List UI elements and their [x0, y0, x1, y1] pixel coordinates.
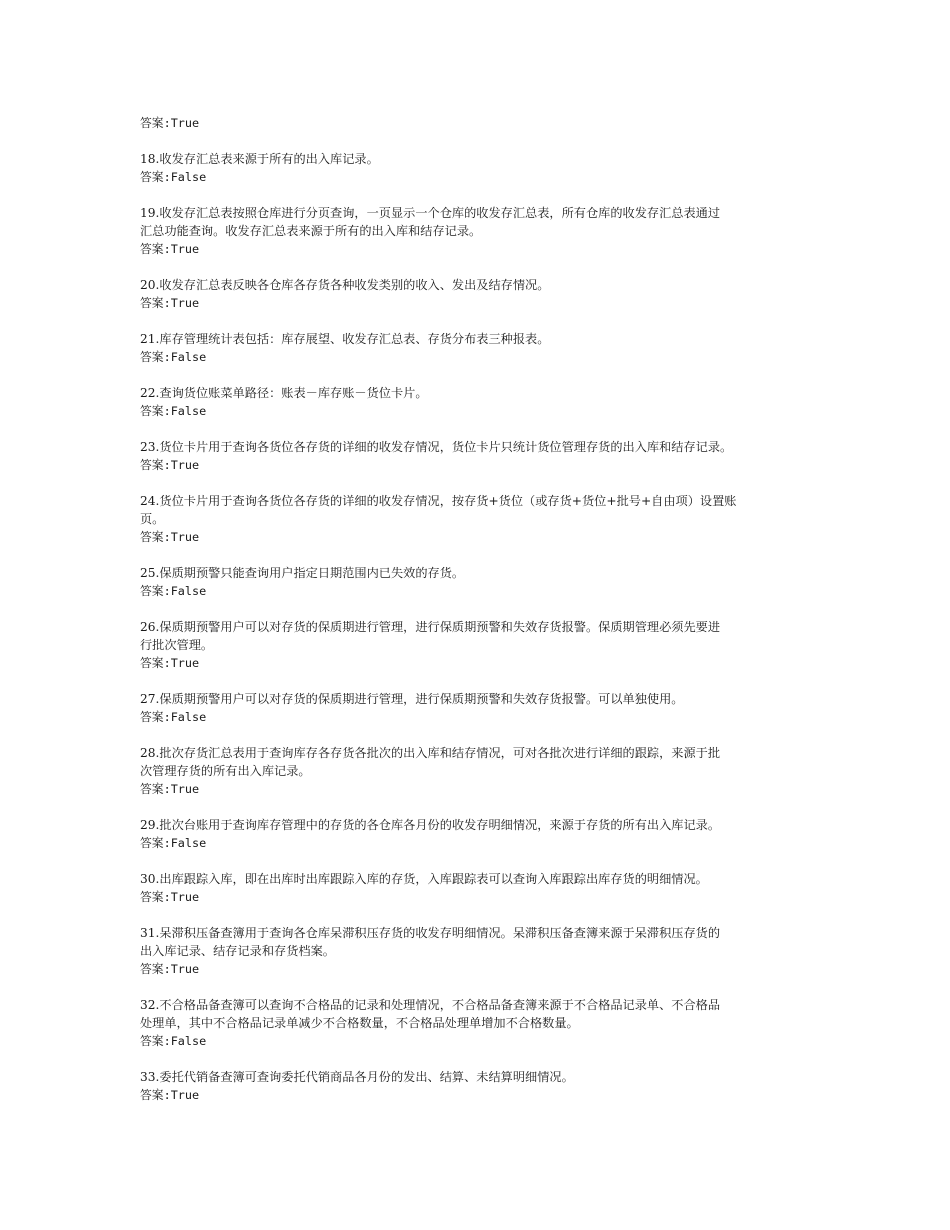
question-item: [140, 744, 820, 798]
question-text: 次管理存货的所有出入库记录。: [140, 764, 311, 778]
question-item: [140, 492, 820, 546]
question-item: [140, 564, 820, 600]
question-text: 25.保质期预警只能查询用户指定日期范围内已失效的存货。: [140, 566, 465, 580]
answer-text: 答案:False: [140, 584, 207, 598]
block-spacer: [140, 1050, 820, 1068]
question-text: 31.呆滞积压备查簿用于查询各仓库呆滞积压存货的收发存明细情况。呆滞积压备查簿来源于呆滞积压存货的: [140, 926, 721, 940]
answer-text: 答案:True: [140, 296, 200, 310]
answer-text: 答案:True: [140, 530, 200, 544]
answer-text: 答案:True: [140, 962, 200, 976]
question-text: 33.委托代销备查簿可查询委托代销商品各月份的发出、结算、未结算明细情况。: [140, 1070, 574, 1084]
block-spacer: [140, 186, 820, 204]
answer-text: 答案:True: [140, 458, 200, 472]
block-spacer: [140, 672, 820, 690]
question-item: [140, 690, 820, 726]
lead-answer: 答案:True: [140, 116, 200, 130]
block-spacer: [140, 726, 820, 744]
question-item: [140, 330, 820, 366]
question-text: 21.库存管理统计表包括：库存展望、收发存汇总表、存货分布表三种报表。: [140, 332, 550, 346]
question-text: 28.批次存货汇总表用于查询库存各存货各批次的出入库和结存情况，可对各批次进行详细的跟踪，来源于批: [140, 746, 721, 760]
question-text: 汇总功能查询。收发存汇总表来源于所有的出入库和结存记录。: [140, 224, 482, 238]
question-item: [140, 996, 820, 1050]
question-text: 26.保质期预警用户可以对存货的保质期进行管理，进行保质期预警和失效存货报警。保质期管理必须先要进: [140, 620, 721, 634]
block-spacer: [140, 474, 820, 492]
block-spacer: [140, 258, 820, 276]
question-text: 20.收发存汇总表反映各仓库各存货各种收发类别的收入、发出及结存情况。: [140, 278, 550, 292]
question-text: 22.查询货位账菜单路径：账表－库存账－货位卡片。: [140, 386, 428, 400]
question-item: [140, 618, 820, 672]
block-spacer: [140, 600, 820, 618]
question-list: [140, 132, 820, 1104]
question-item: [140, 924, 820, 978]
answer-text: 答案:True: [140, 656, 200, 670]
block-spacer: [140, 852, 820, 870]
question-text: 19.收发存汇总表按照仓库进行分页查询，一页显示一个仓库的收发存汇总表，所有仓库的收发存汇总表通过: [140, 206, 721, 220]
question-text: 页。: [140, 512, 165, 526]
question-text: 32.不合格品备查簿可以查询不合格品的记录和处理情况，不合格品备查簿来源于不合格品记录单、不合格品: [140, 998, 721, 1012]
answer-text: 答案:True: [140, 782, 200, 796]
block-spacer: [140, 978, 820, 996]
block-spacer: [140, 420, 820, 438]
question-text: 30.出库跟踪入库，即在出库时出库跟踪入库的存货，入库跟踪表可以查询入库跟踪出库存货的明细情况。: [140, 872, 708, 886]
question-text: 处理单，其中不合格品记录单减少不合格数量，不合格品处理单增加不合格数量。: [140, 1016, 579, 1030]
block-spacer: [140, 366, 820, 384]
question-item: [140, 816, 820, 852]
question-item: [140, 870, 820, 906]
answer-text: 答案:False: [140, 350, 207, 364]
answer-text: 答案:True: [140, 242, 200, 256]
block-spacer: [140, 798, 820, 816]
block-spacer: [140, 132, 820, 150]
question-text: 27.保质期预警用户可以对存货的保质期进行管理，进行保质期预警和失效存货报警。可以单独使用。: [140, 692, 684, 706]
question-text: 24.货位卡片用于查询各货位各存货的详细的收发存情况，按存货+货位（或存货+货位+批号+自由项）设置账: [140, 494, 737, 508]
answer-text: 答案:False: [140, 170, 207, 184]
block-spacer: [140, 312, 820, 330]
answer-text: 答案:False: [140, 836, 207, 850]
question-text: 18.收发存汇总表来源于所有的出入库记录。: [140, 152, 379, 166]
block-spacer: [140, 906, 820, 924]
question-item: [140, 150, 820, 186]
question-item: [140, 276, 820, 312]
answer-text: 答案:False: [140, 1034, 207, 1048]
question-item: [140, 384, 820, 420]
question-item: [140, 204, 820, 258]
question-item: [140, 1068, 820, 1104]
answer-text: 答案:False: [140, 404, 207, 418]
question-item: [140, 438, 820, 474]
answer-text: 答案:True: [140, 890, 200, 904]
answer-text: 答案:False: [140, 710, 207, 724]
document-page: [140, 114, 820, 1104]
block-spacer: [140, 546, 820, 564]
question-text: 29.批次台账用于查询库存管理中的存货的各仓库各月份的收发存明细情况，来源于存货的所有出入库记录。: [140, 818, 721, 832]
question-text: 出入库记录、结存记录和存货档案。: [140, 944, 335, 958]
question-text: 行批次管理。: [140, 638, 214, 652]
answer-text: 答案:True: [140, 1088, 200, 1102]
question-text: 23.货位卡片用于查询各货位各存货的详细的收发存情况，货位卡片只统计货位管理存货的出入库和结存记录。: [140, 440, 733, 454]
